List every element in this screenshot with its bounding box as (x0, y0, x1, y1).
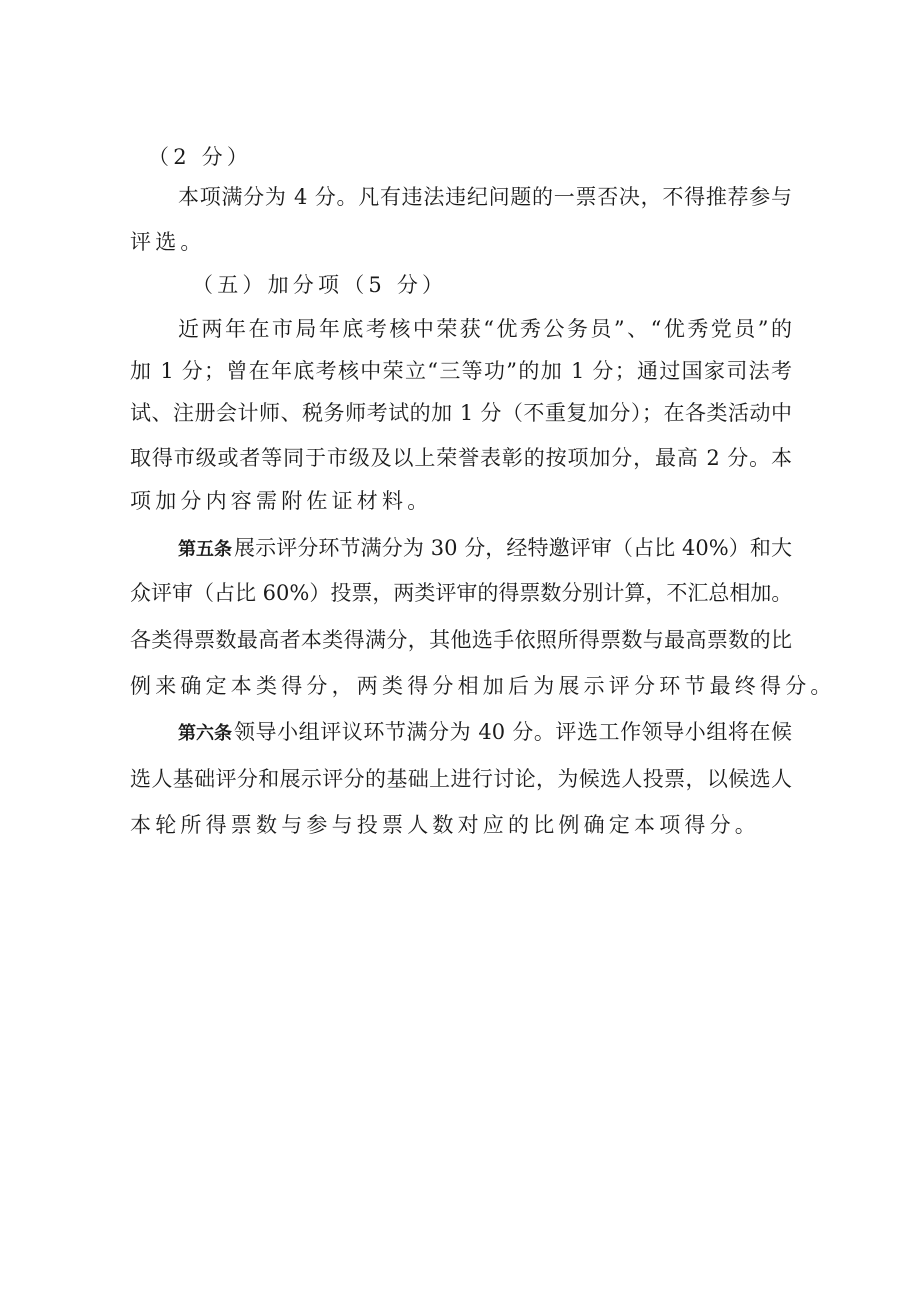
paragraph-2-line-3: 试、注册会计师、税务师考试的加 1 分（不重复加分）；在各类活动中 (130, 401, 792, 425)
article-5-line-1: 展示评分环节满分为 30 分，经特邀评审（占比 40%）和大 (234, 536, 792, 560)
paragraph-1-line-2: 评选。 (130, 230, 206, 254)
paragraph-2-line-5: 项加分内容需附佐证材料。 (130, 489, 433, 513)
score-note: （2 分） (148, 145, 253, 169)
article-6-line-3: 本轮所得票数与参与投票人数对应的比例确定本项得分。 (130, 813, 760, 837)
article-6-label: 第六条 (178, 723, 232, 744)
paragraph-1-line-1: 本项满分为 4 分。凡有违法违纪问题的一票否决，不得推荐参与 (178, 185, 792, 209)
paragraph-2-line-4: 取得市级或者等同于市级及以上荣誉表彰的按项加分，最高 2 分。本 (130, 446, 792, 470)
article-5-line-3: 各类得票数最高者本类得满分，其他选手依照所得票数与最高票数的比 (130, 628, 792, 652)
article-5-line-2: 众评审（占比 60%）投票，两类评审的得票数分别计算，不汇总相加。 (130, 581, 793, 605)
article-6-line-1: 领导小组评议环节满分为 40 分。评选工作领导小组将在候 (234, 720, 792, 744)
paragraph-2-line-2: 加 1 分；曾在年底考核中荣立“三等功”的加 1 分；通过国家司法考 (130, 359, 792, 383)
section-heading: （五）加分项（5 分） (192, 273, 448, 297)
article-6-line-2: 选人基础评分和展示评分的基础上进行讨论，为候选人投票，以候选人 (130, 767, 792, 791)
paragraph-2-line-1: 近两年在市局年底考核中荣获“优秀公务员”、“优秀党员”的 (178, 317, 792, 341)
article-5-line-4: 例来确定本类得分，两类得分相加后为展示评分环节最终得分。 (130, 674, 836, 698)
article-5-label: 第五条 (178, 539, 232, 560)
